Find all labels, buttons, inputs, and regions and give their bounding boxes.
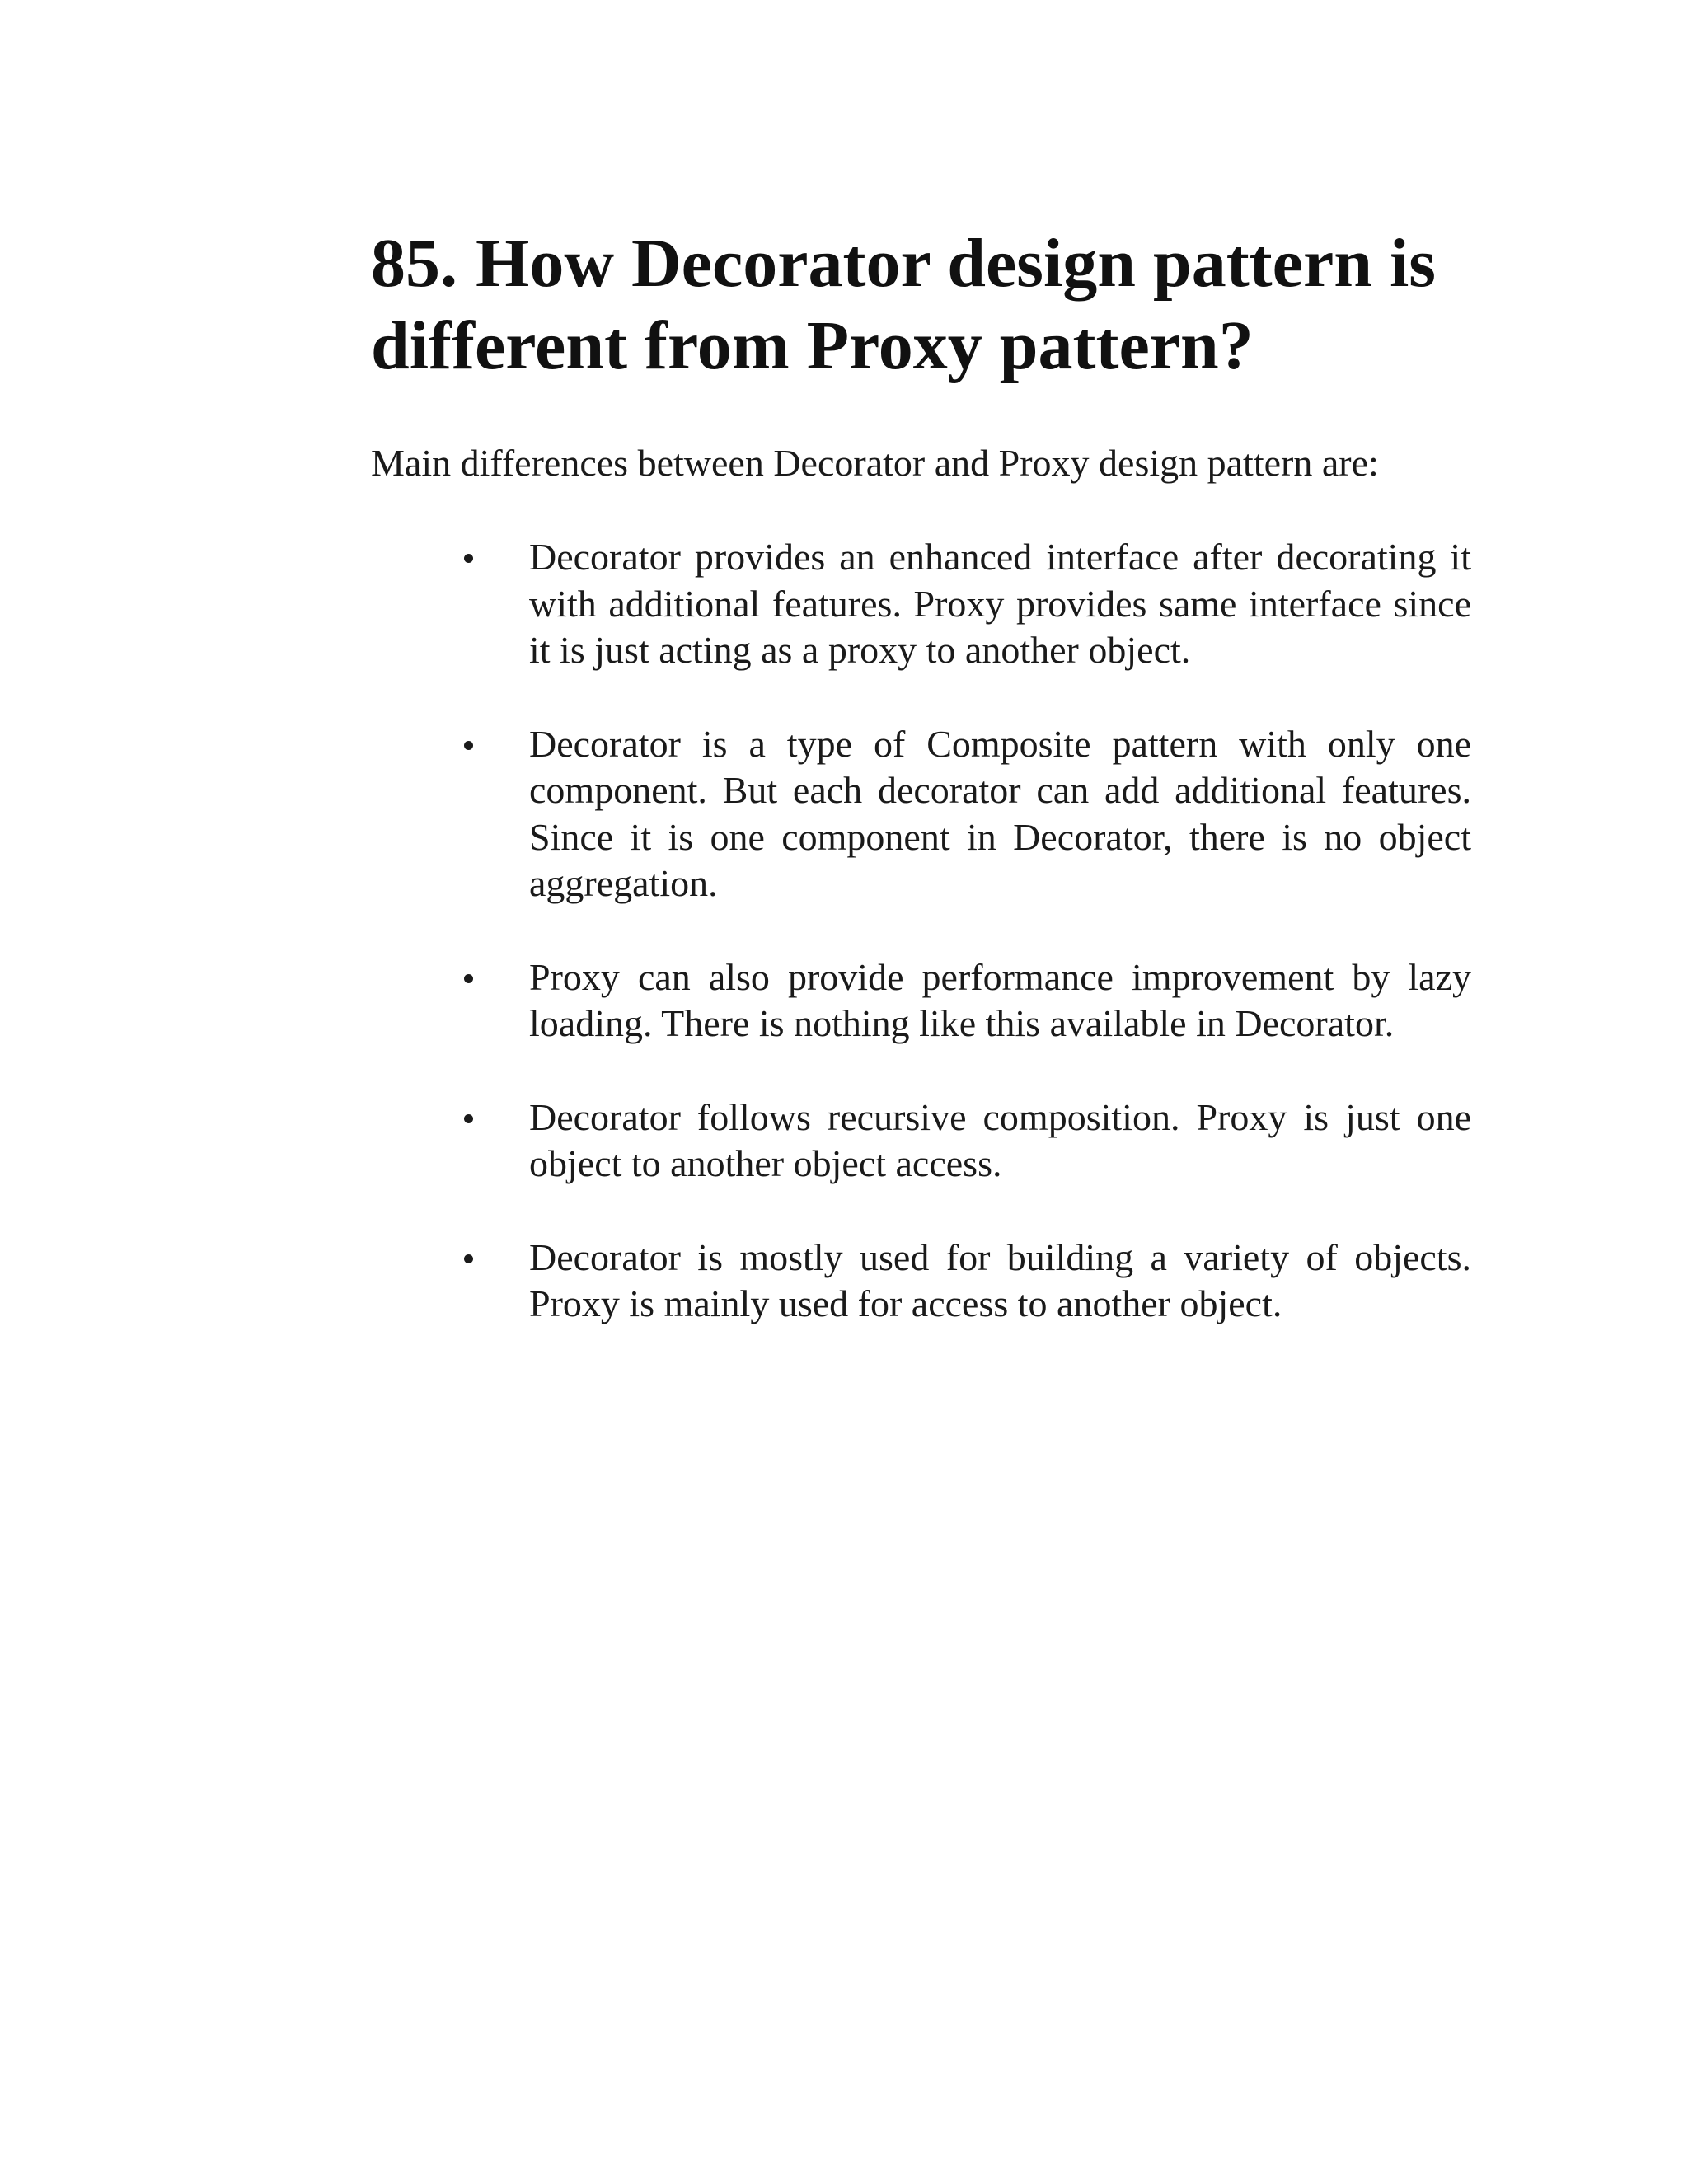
bullet-icon [464, 1254, 473, 1263]
list-item [371, 954, 1471, 1047]
intro-paragraph: Main differences between Decorator and Proxy design pattern are: [371, 442, 1379, 484]
page-content [371, 223, 1471, 1375]
question-title-line-1: How Decorator design pattern is [476, 225, 1436, 302]
question-number: 85. [371, 225, 457, 302]
list-item-text: Decorator is a type of Composite pattern with only one component. But each decorator can add additional features. Since it is one component in Decorator, there is no object aggregation. [529, 722, 1471, 904]
bullet-icon [464, 554, 473, 563]
list-item-text: Proxy can also provide performance improvement by lazy loading. There is nothing like this available in Decorator. [529, 955, 1471, 1044]
question-title-line-2: different from Proxy pattern? [371, 307, 1254, 384]
bullet-icon [464, 974, 473, 983]
list-item-text: Decorator is mostly used for building a variety of objects. Proxy is mainly used for access to another object. [529, 1235, 1471, 1324]
question-heading [371, 223, 1471, 387]
list-item [371, 534, 1471, 674]
bullet-icon [464, 1114, 473, 1123]
list-item [371, 1094, 1471, 1188]
bullet-icon [464, 741, 473, 750]
differences-list [371, 534, 1471, 1328]
list-item-text: Decorator provides an enhanced interface after decorating it with additional features. Proxy provides same interface since it is just acting as a proxy to another object. [529, 536, 1471, 671]
list-item [371, 721, 1471, 907]
list-item-text: Decorator follows recursive composition. Proxy is just one object to another object access. [529, 1095, 1471, 1184]
list-item [371, 1235, 1471, 1328]
